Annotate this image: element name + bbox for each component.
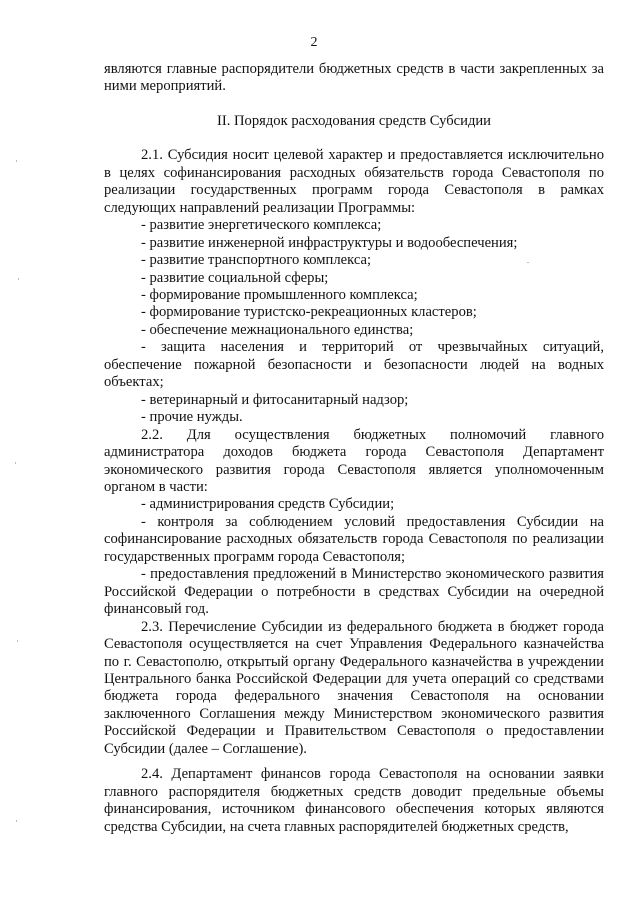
list-item: - развитие инженерной инфраструктуры и водообеспечения;	[141, 234, 518, 251]
section-heading: II. Порядок расходования средств Субсидии	[217, 112, 491, 129]
scan-speck	[16, 160, 17, 162]
paragraph-2-1: 2.1. Субсидия носит целевой характер и предоставляется исключительно в целях софинансирования расходных обязательств города Севастополя по реализации государственных программ города Севастополя в рамках следующих направлений реализации Программы:	[104, 147, 604, 216]
scan-speck	[15, 462, 16, 464]
scan-speck	[18, 278, 19, 280]
paragraph-2-4: 2.4. Департамент финансов города Севастополя на основании заявки главного распорядителя бюджетных средств доводит предельные объемы финансирования, источником финансового обеспечения которых являются средства Субсидии, на счета главных распорядителей бюджетных средств,	[104, 766, 604, 835]
document-body	[104, 61, 604, 836]
page-number: 2	[310, 35, 318, 50]
list-item: - развитие энергетического комплекса;	[141, 217, 382, 234]
list-item: - предоставления предложений в Министерство экономического развития Российской Федерации о потребности в средствах Субсидии на очередной финансовый год.	[104, 566, 604, 618]
paragraph-2-2: 2.2. Для осуществления бюджетных полномочий главного администратора доходов бюджета города Севастополя Департамент экономического развития города Севастополя является уполномоченным органом в части:	[104, 426, 604, 495]
paragraph-2-3: 2.3. Перечисление Субсидии из федерального бюджета в бюджет города Севастополя осуществляется на счет Управления Федерального казначейства по г. Севастополю, открытый органу Федерального казначейства в учреждении Центрального банка Российской Федерации для учета операций со средствами бюджета города федерального значения Севастополя на основании заключенного Соглашения между Министерством экономического развития Российской Федерации и Правительством Севастополя о предоставлении Субсидии (далее – Соглашение).	[104, 618, 604, 757]
list-item: - контроля за соблюдением условий предоставления Субсидии на софинансирование расходных обязательств города Севастополя по реализации государственных программ города Севастополя;	[104, 513, 604, 565]
list-item: - развитие транспортного комплекса;	[141, 252, 372, 269]
scan-speck	[527, 262, 529, 263]
list-item: - развитие социальной сферы;	[141, 269, 329, 286]
list-item: - прочие нужды.	[141, 409, 243, 426]
list-item: - обеспечение межнационального единства;	[141, 321, 414, 338]
list-item: - администрирования средств Субсидии;	[141, 496, 395, 513]
list-item: - формирование туристско-рекреационных кластеров;	[141, 304, 477, 321]
list-item: - ветеринарный и фитосанитарный надзор;	[141, 391, 409, 408]
list-item: - защита населения и территорий от чрезвычайных ситуаций, обеспечение пожарной безопасности и безопасности людей на водных объектах;	[104, 339, 604, 391]
scan-speck	[16, 820, 17, 822]
list-item: - формирование промышленного комплекса;	[141, 286, 418, 303]
scan-speck	[17, 640, 18, 642]
paragraph-continuation: являются главные распорядители бюджетных средств в части закрепленных за ними мероприятий.	[104, 61, 604, 95]
